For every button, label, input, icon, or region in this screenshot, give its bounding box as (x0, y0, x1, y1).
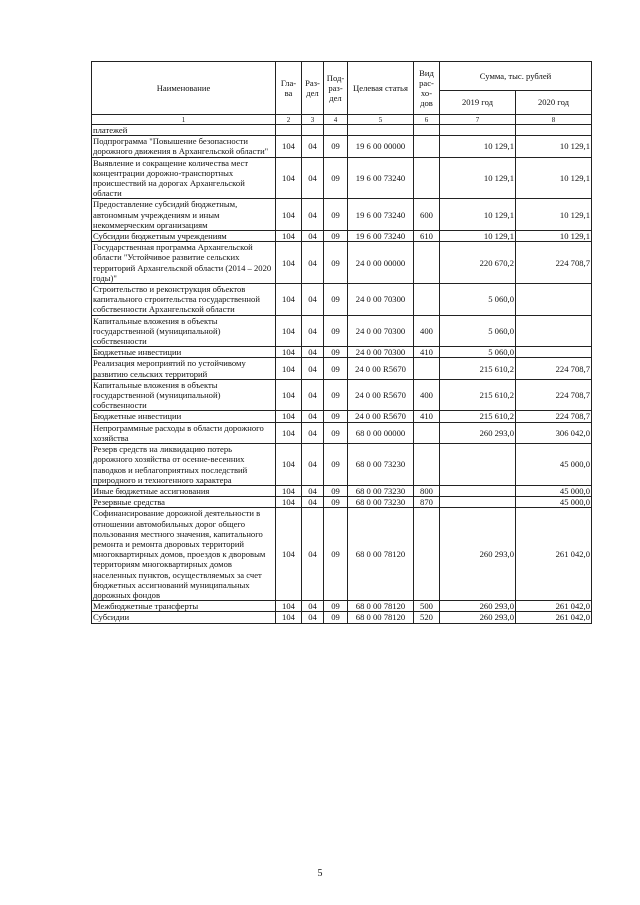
row-podrazdel: 09 (324, 231, 348, 242)
row-amount-2019: 220 670,2 (440, 242, 516, 284)
row-target-article: 68 0 00 73230 (348, 497, 414, 508)
row-amount-2019: 5 060,0 (440, 315, 516, 347)
row-expense-type (414, 284, 440, 316)
row-target-article: 68 0 00 78120 (348, 601, 414, 612)
row-target-article: 68 0 00 00000 (348, 422, 414, 443)
row-glava: 104 (276, 444, 302, 486)
row-glava: 104 (276, 601, 302, 612)
table-row (92, 411, 592, 422)
row-target-article: 24 0 00 R5670 (348, 411, 414, 422)
header-year-2020: 2020 год (516, 91, 592, 115)
row-podrazdel: 09 (324, 601, 348, 612)
row-amount-2019 (440, 444, 516, 486)
row-podrazdel: 09 (324, 242, 348, 284)
row-amount-2019: 260 293,0 (440, 601, 516, 612)
row-razdel: 04 (302, 315, 324, 347)
table-row (92, 497, 592, 508)
row-podrazdel: 09 (324, 497, 348, 508)
row-podrazdel: 09 (324, 315, 348, 347)
row-glava: 104 (276, 612, 302, 623)
row-name: Строительство и реконструкция объектов капитального строительства государственной собственности Архангельской области (92, 284, 276, 316)
row-name: Подпрограмма "Повышение безопасности дорожного движения в Архангельской области" (92, 136, 276, 157)
row-razdel: 04 (302, 199, 324, 231)
row-razdel: 04 (302, 347, 324, 358)
row-expense-type: 410 (414, 411, 440, 422)
header-podrazdel: Под-раз-дел (324, 62, 348, 115)
row-amount-2020: 261 042,0 (516, 601, 592, 612)
page-number: 5 (317, 868, 323, 879)
row-name: Иные бюджетные ассигнования (92, 485, 276, 496)
row-expense-type: 400 (414, 315, 440, 347)
row-expense-type: 400 (414, 379, 440, 411)
table-row (92, 422, 592, 443)
row-razdel: 04 (302, 231, 324, 242)
row-amount-2020: 261 042,0 (516, 508, 592, 601)
row-glava: 104 (276, 284, 302, 316)
row-target-article: 24 0 00 R5670 (348, 379, 414, 411)
table-row (92, 157, 592, 199)
row-glava: 104 (276, 315, 302, 347)
row-glava: 104 (276, 136, 302, 157)
row-amount-2019 (440, 485, 516, 496)
row-glava: 104 (276, 422, 302, 443)
header-target-article: Целевая статья (348, 62, 414, 115)
row-target-article: 19 6 00 00000 (348, 136, 414, 157)
row-podrazdel: 09 (324, 485, 348, 496)
row-glava: 104 (276, 508, 302, 601)
row-expense-type (414, 157, 440, 199)
row-amount-2020: 10 129,1 (516, 157, 592, 199)
row-name: Резерв средств на ликвидацию потерь дорожного хозяйства от осенне-весенних паводков и неблагоприятных последствий природного и техногенного характера (92, 444, 276, 486)
table-row (92, 358, 592, 379)
row-glava: 104 (276, 157, 302, 199)
row-razdel: 04 (302, 157, 324, 199)
table-row (92, 284, 592, 316)
row-glava: 104 (276, 358, 302, 379)
row-amount-2019: 10 129,1 (440, 136, 516, 157)
column-number: 6 (414, 115, 440, 125)
row-target-article: 19 6 00 73240 (348, 231, 414, 242)
row-amount-2020 (516, 284, 592, 316)
row-name: Резервные средства (92, 497, 276, 508)
column-number: 7 (440, 115, 516, 125)
row-razdel: 04 (302, 497, 324, 508)
row-razdel: 04 (302, 136, 324, 157)
row-razdel (302, 125, 324, 136)
row-glava: 104 (276, 347, 302, 358)
row-name: Межбюджетные трансферты (92, 601, 276, 612)
row-target-article: 68 0 00 73230 (348, 444, 414, 486)
row-expense-type (414, 136, 440, 157)
row-name: Реализация мероприятий по устойчивому развитию сельских территорий (92, 358, 276, 379)
row-target-article: 19 6 00 73240 (348, 199, 414, 231)
row-amount-2020: 45 000,0 (516, 485, 592, 496)
row-expense-type (414, 242, 440, 284)
row-razdel: 04 (302, 411, 324, 422)
row-glava (276, 125, 302, 136)
row-amount-2019: 5 060,0 (440, 284, 516, 316)
header-year-2019: 2019 год (440, 91, 516, 115)
row-target-article: 68 0 00 78120 (348, 508, 414, 601)
row-glava: 104 (276, 485, 302, 496)
row-amount-2019: 10 129,1 (440, 157, 516, 199)
row-target-article: 24 0 00 R5670 (348, 358, 414, 379)
row-expense-type (414, 444, 440, 486)
row-razdel: 04 (302, 284, 324, 316)
row-amount-2020: 10 129,1 (516, 136, 592, 157)
row-name: Софинансирование дорожной деятельности в отношении автомобильных дорог общего пользования местного значения, капитального ремонта и ремонта дворовых территорий многоквартирных домов, проездов к дворовым территориям многоквартирных домов населенных пунктов, осуществляемых за счет бюджетных ассигнований муниципальных дорожных фондов (92, 508, 276, 601)
row-name: Предоставление субсидий бюджетным, автономным учреждениям и иным некоммерческим организациям (92, 199, 276, 231)
row-target-article: 24 0 00 00000 (348, 242, 414, 284)
header-expense-type: Вид рас-хо-дов (414, 62, 440, 115)
column-number: 1 (92, 115, 276, 125)
row-target-article: 24 0 00 70300 (348, 284, 414, 316)
row-expense-type: 600 (414, 199, 440, 231)
row-name: Государственная программа Архангельской области "Устойчивое развитие сельских территорий Архангельской области (2014 – 2020 годы)" (92, 242, 276, 284)
row-amount-2020: 224 708,7 (516, 242, 592, 284)
table-row (92, 136, 592, 157)
row-name: Бюджетные инвестиции (92, 347, 276, 358)
row-glava: 104 (276, 242, 302, 284)
row-amount-2020: 224 708,7 (516, 379, 592, 411)
row-amount-2020: 10 129,1 (516, 231, 592, 242)
table-row (92, 612, 592, 623)
row-expense-type: 520 (414, 612, 440, 623)
row-amount-2019 (440, 125, 516, 136)
row-amount-2019: 10 129,1 (440, 199, 516, 231)
row-name: Капитальные вложения в объекты государственной (муниципальной) собственности (92, 379, 276, 411)
row-amount-2019: 5 060,0 (440, 347, 516, 358)
header-name: Наименование (92, 62, 276, 115)
row-razdel: 04 (302, 612, 324, 623)
header-razdel: Раз-дел (302, 62, 324, 115)
row-podrazdel: 09 (324, 284, 348, 316)
row-razdel: 04 (302, 379, 324, 411)
row-amount-2019: 260 293,0 (440, 612, 516, 623)
header-glava: Гла-ва (276, 62, 302, 115)
table-row (92, 601, 592, 612)
row-amount-2020: 224 708,7 (516, 358, 592, 379)
row-name: Непрограммные расходы в области дорожного хозяйства (92, 422, 276, 443)
row-amount-2020: 45 000,0 (516, 497, 592, 508)
row-target-article: 19 6 00 73240 (348, 157, 414, 199)
row-name: Выявление и сокращение количества мест концентрации дорожно-транспортных происшествий на дорогах Архангельской области (92, 157, 276, 199)
row-podrazdel: 09 (324, 411, 348, 422)
row-amount-2019: 260 293,0 (440, 422, 516, 443)
row-amount-2019 (440, 497, 516, 508)
row-expense-type: 800 (414, 485, 440, 496)
table-row (92, 242, 592, 284)
row-razdel: 04 (302, 485, 324, 496)
row-podrazdel (324, 125, 348, 136)
row-target-article: 68 0 00 73230 (348, 485, 414, 496)
table-body (92, 125, 592, 624)
table-row (92, 315, 592, 347)
column-number: 2 (276, 115, 302, 125)
row-name: платежей (92, 125, 276, 136)
row-amount-2019: 215 610,2 (440, 379, 516, 411)
row-podrazdel: 09 (324, 358, 348, 379)
row-glava: 104 (276, 231, 302, 242)
row-expense-type (414, 125, 440, 136)
row-amount-2019: 215 610,2 (440, 411, 516, 422)
row-razdel: 04 (302, 242, 324, 284)
row-razdel: 04 (302, 444, 324, 486)
row-expense-type (414, 358, 440, 379)
table-row (92, 199, 592, 231)
row-podrazdel: 09 (324, 379, 348, 411)
row-name: Капитальные вложения в объекты государственной (муниципальной) собственности (92, 315, 276, 347)
column-number-row (92, 115, 592, 125)
row-podrazdel: 09 (324, 422, 348, 443)
column-number: 4 (324, 115, 348, 125)
row-expense-type: 500 (414, 601, 440, 612)
row-name: Бюджетные инвестиции (92, 411, 276, 422)
row-name: Субсидии бюджетным учреждениям (92, 231, 276, 242)
row-glava: 104 (276, 411, 302, 422)
row-expense-type: 610 (414, 231, 440, 242)
row-podrazdel: 09 (324, 157, 348, 199)
row-podrazdel: 09 (324, 136, 348, 157)
table-row (92, 347, 592, 358)
row-expense-type: 870 (414, 497, 440, 508)
row-razdel: 04 (302, 422, 324, 443)
row-razdel: 04 (302, 358, 324, 379)
header-row (92, 62, 592, 91)
table-row (92, 444, 592, 486)
row-expense-type: 410 (414, 347, 440, 358)
column-number: 5 (348, 115, 414, 125)
row-amount-2020 (516, 315, 592, 347)
budget-table (91, 61, 592, 624)
row-expense-type (414, 508, 440, 601)
row-amount-2020: 224 708,7 (516, 411, 592, 422)
column-number: 3 (302, 115, 324, 125)
row-target-article: 68 0 00 78120 (348, 612, 414, 623)
table-row (92, 125, 592, 136)
row-amount-2020: 45 000,0 (516, 444, 592, 486)
table-row (92, 379, 592, 411)
table-row (92, 508, 592, 601)
row-name: Субсидии (92, 612, 276, 623)
row-expense-type (414, 422, 440, 443)
row-amount-2019: 10 129,1 (440, 231, 516, 242)
row-glava: 104 (276, 379, 302, 411)
row-amount-2019: 215 610,2 (440, 358, 516, 379)
row-podrazdel: 09 (324, 347, 348, 358)
row-amount-2020 (516, 125, 592, 136)
row-podrazdel: 09 (324, 508, 348, 601)
column-number: 8 (516, 115, 592, 125)
table-row (92, 231, 592, 242)
row-amount-2019: 260 293,0 (440, 508, 516, 601)
row-amount-2020: 261 042,0 (516, 612, 592, 623)
row-amount-2020: 10 129,1 (516, 199, 592, 231)
row-podrazdel: 09 (324, 199, 348, 231)
row-target-article (348, 125, 414, 136)
row-amount-2020 (516, 347, 592, 358)
row-amount-2020: 306 042,0 (516, 422, 592, 443)
row-podrazdel: 09 (324, 444, 348, 486)
row-target-article: 24 0 00 70300 (348, 347, 414, 358)
row-glava: 104 (276, 497, 302, 508)
row-podrazdel: 09 (324, 612, 348, 623)
row-target-article: 24 0 00 70300 (348, 315, 414, 347)
row-razdel: 04 (302, 508, 324, 601)
row-razdel: 04 (302, 601, 324, 612)
row-glava: 104 (276, 199, 302, 231)
header-sum: Сумма, тыс. рублей (440, 62, 592, 91)
table-row (92, 485, 592, 496)
